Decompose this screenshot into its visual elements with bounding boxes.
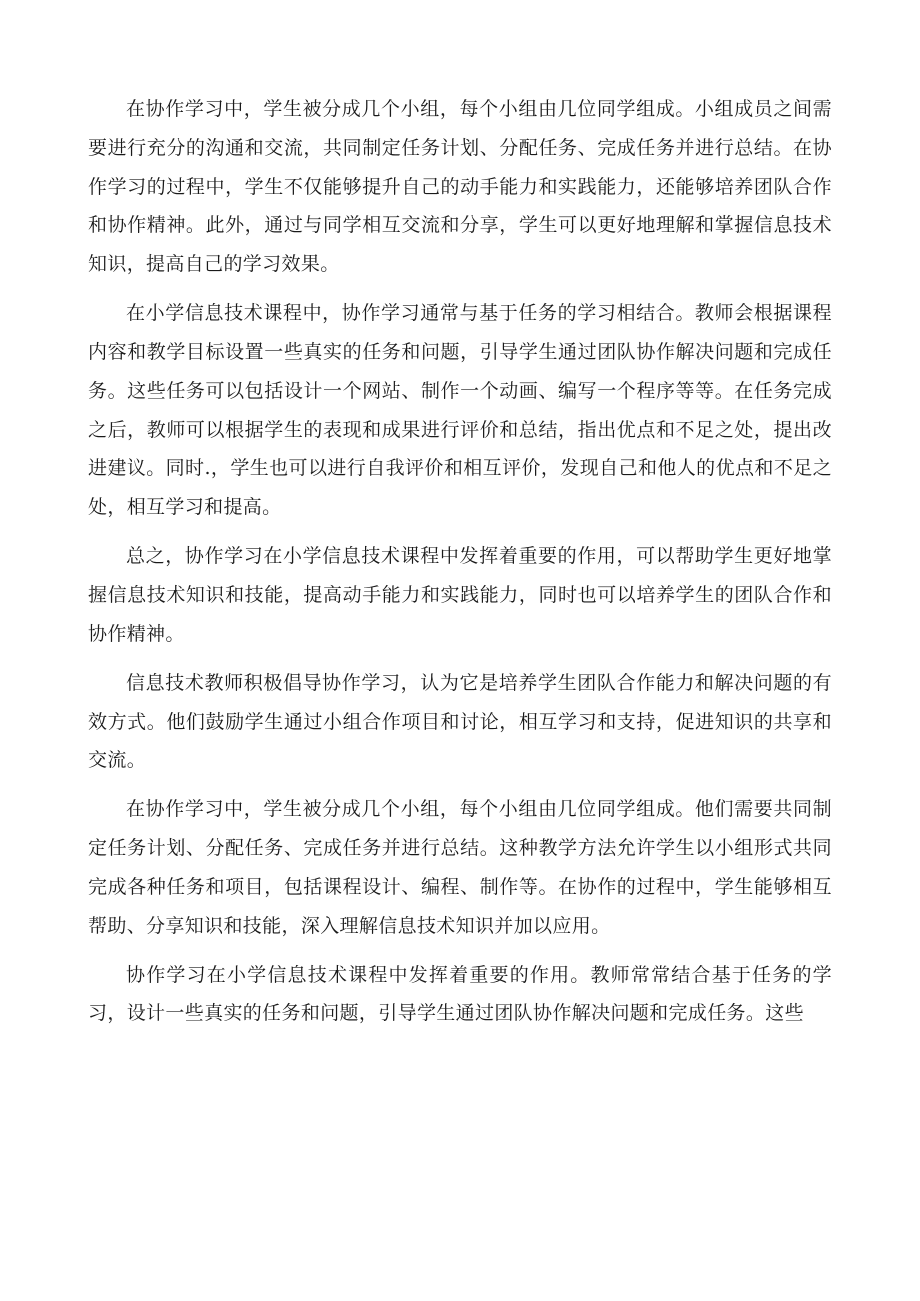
paragraph-4: 信息技术教师积极倡导协作学习，认为它是培养学生团队合作能力和解决问题的有效方式。他们鼓励学生通过小组合作项目和讨论，相互学习和支持，促进知识的共享和交流。 [88,671,832,772]
paragraph-1: 在协作学习中，学生被分成几个小组，每个小组由几位同学组成。小组成员之间需要进行充分的沟通和交流，共同制定任务计划、分配任务、完成任务并进行总结。在协作学习的过程中，学生不仅能够提升自己的动手能力和实践能力，还能够培养团队合作和协作精神。此外，通过与同学相互交流和分享，学生可以更好地理解和掌握信息技术知识，提高自己的学习效果。 [88,98,832,276]
document-body [88,90,832,1043]
paragraph-3: 总之，协作学习在小学信息技术课程中发挥着重要的作用，可以帮助学生更好地掌握信息技术知识和技能，提高动手能力和实践能力，同时也可以培养学生的团队合作和协作精神。 [88,545,832,645]
paragraph-6: 协作学习在小学信息技术课程中发挥着重要的作用。教师常常结合基于任务的学习，设计一些真实的任务和问题，引导学生通过团队协作解决问题和完成任务。这些 [88,963,832,1025]
paragraph-5: 在协作学习中，学生被分成几个小组，每个小组由几位同学组成。他们需要共同制定任务计划、分配任务、完成任务并进行总结。这种教学方法允许学生以小组形式共同完成各种任务和项目，包括课程设计、编程、制作等。在协作的过程中，学生能够相互帮助、分享知识和技能，深入理解信息技术知识并加以应用。 [88,798,832,937]
paragraph-2: 在小学信息技术课程中，协作学习通常与基于任务的学习相结合。教师会根据课程内容和教学目标设置一些真实的任务和问题，引导学生通过团队协作解决问题和完成任务。这些任务可以包括设计一个网站、制作一个动画、编写一个程序等等。在任务完成之后，教师可以根据学生的表现和成果进行评价和总结，指出优点和不足之处，提出改进建议。同时.，学生也可以进行自我评价和相互评价，发现自己和他人的优点和不足之处，相互学习和提高。 [88,302,832,519]
